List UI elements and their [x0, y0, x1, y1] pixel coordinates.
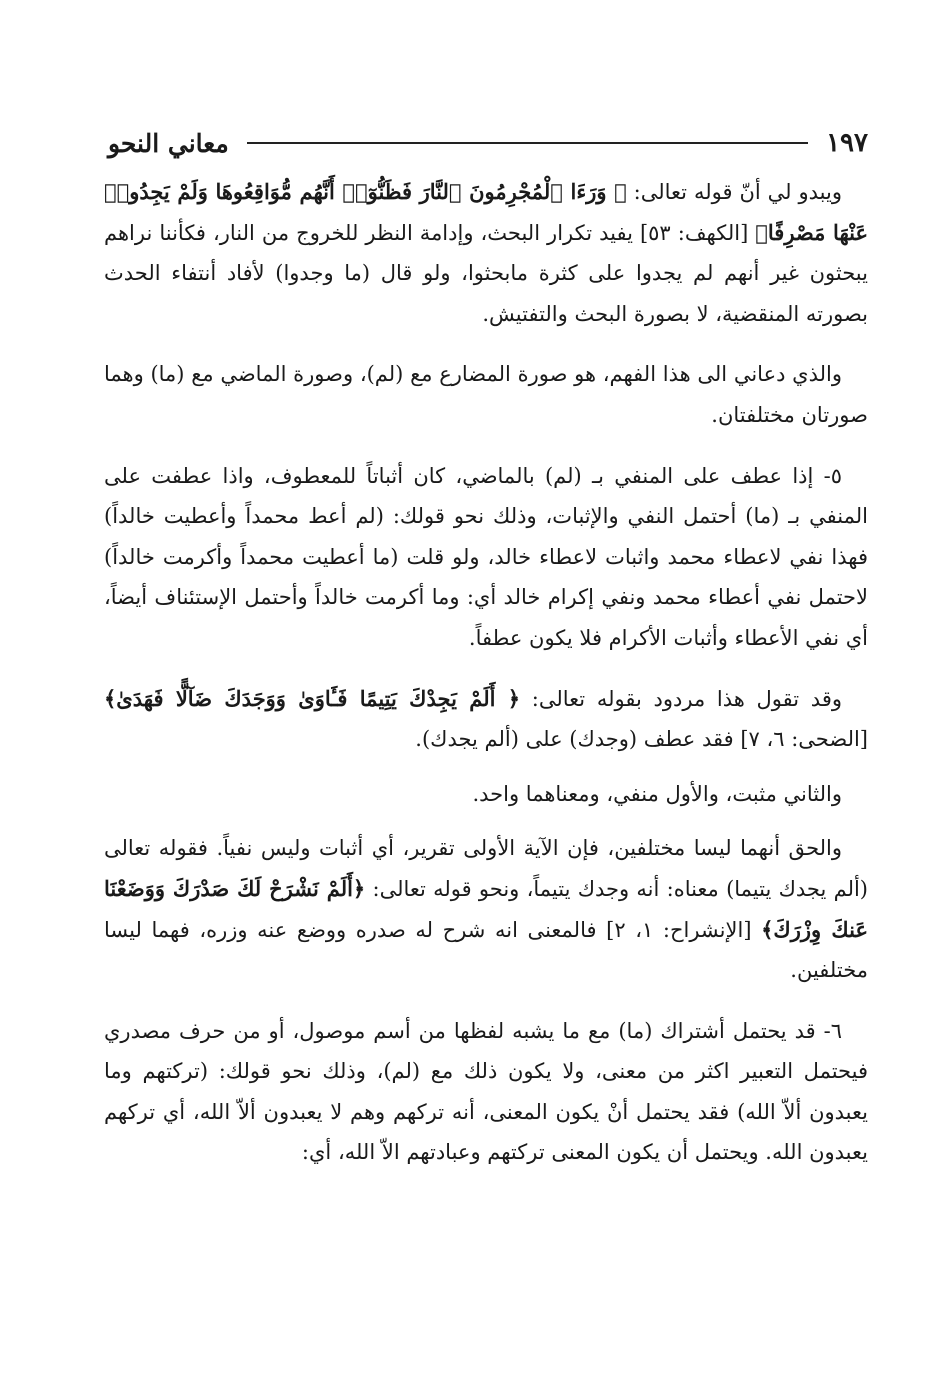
- paragraph-text: ٦- قد يحتمل أشتراك (ما) مع ما يشبه لفظها من أسم موصول، أو من حرف مصدري فيحتمل التعبير اكثر من معنى، ولا يكون ذلك مع (لم)، وذلك نحو قولك: (تركتهم وما يعبدون ألاّ الله) فقد يحتمل أنْ يكون المعنى، أنه تركهم وهم لا يعبدون ألاّ الله، أي تركهم يعبدون الله. ويحتمل أن يكون المعنى تركتهم وعبادتهم الاّ الله، أي:: [104, 1018, 868, 1165]
- page-body: [104, 172, 868, 1193]
- quran-verse: ﴿أَلَمْ نَشْرَحْ لَكَ صَدْرَكَ وَوَضَعْنَا عَنكَ وِزْرَكَ﴾: [104, 875, 868, 942]
- paragraph-text: وقد تقول هذا مردود بقوله تعالى:: [520, 686, 842, 711]
- paragraph-text: [الكهف: ٥٣] يفيد تكرار البحث، وإدامة النظر للخروج من النار، فكأننا نراهم يبحثون غير أنهم لم يجدوا على كثرة مابحثوا، ولو قال (ما وجدوا) لأفاد أنتفاء الحدث بصورته المنقضية، لا بصورة البحث والتفتيش.: [104, 220, 868, 326]
- page-number: ١٩٧: [826, 128, 868, 158]
- paragraph-3: [104, 456, 868, 659]
- paragraph-5: [104, 774, 868, 815]
- header-rule: [247, 142, 808, 144]
- paragraph-text: والذي دعاني الى هذا الفهم، هو صورة المضارع مع (لم)، وصورة الماضي مع (ما) وهما صورتان مختلفتان.: [104, 362, 868, 427]
- paragraph-text: [الإنشراح: ١، ٢] فالمعنى انه شرح له صدره ووضع عنه وزره، فهما ليسا مختلفين.: [104, 917, 868, 983]
- page-header: [108, 118, 868, 168]
- paragraph-text: [الضحى: ٦، ٧] فقد عطف (وجدك) على (ألم يجدك).: [415, 727, 868, 752]
- paragraph-text: ٥- إذا عطف على المنفي بـ (لم) بالماضي، كان أثباتاً للمعطوف، واذا عطفت على المنفي بـ (ما) أحتمل النفي والإثبات، وذلك نحو قولك: (لم أعط محمداً وأعطيت خالداً) فهذا نفي لاعطاء محمد واثبات لاعطاء خالد، ولو قلت (ما أعطيت محمداً وأكرمت خالداً) لاحتمل نفي أعطاء محمد ونفي إكرام خالد أي: وما أكرمت خالداً وأحتمل الإستئناف أيضاً، أي نفي الأعطاء وأثبات الأكرام فلا يكون عطفاً.: [104, 463, 868, 650]
- paragraph-7: [104, 1011, 868, 1173]
- quran-verse: ﴿ أَلَمْ يَجِدْكَ يَتِيمًا فَـَٔاوَىٰ وَوَجَدَكَ ضَآلًّا فَهَدَىٰ﴾: [104, 685, 521, 711]
- quran-verse: ﴿ وَرَءَا ٱلْمُجْرِمُونَ ٱلنَّارَ فَظَنُّوٓا۟ أَنَّهُم مُّوَاقِعُوهَا وَلَمْ يَجِدُوا۟ عَنْهَا مَصْرِفًا﴾: [104, 179, 868, 245]
- paragraph-6: [104, 828, 868, 990]
- paragraph-2: [104, 354, 868, 435]
- paragraph-1: [104, 172, 868, 334]
- paragraph-text: والثاني مثبت، والأول منفي، ومعناهما واحد.: [472, 781, 842, 806]
- paragraph-text: والحق أنهما ليسا مختلفين، فإن الآية الأولى تقرير، أي أثبات وليس نفياً. فقوله تعالى (ألم يجدك يتيما) معناه: أنه وجدك يتيماً، ونحو قوله تعالى:: [104, 836, 868, 901]
- paragraph-4: [104, 679, 868, 760]
- paragraph-text: ويبدو لي أنّ قوله تعالى:: [626, 180, 842, 204]
- running-title: معاني النحو: [108, 128, 229, 158]
